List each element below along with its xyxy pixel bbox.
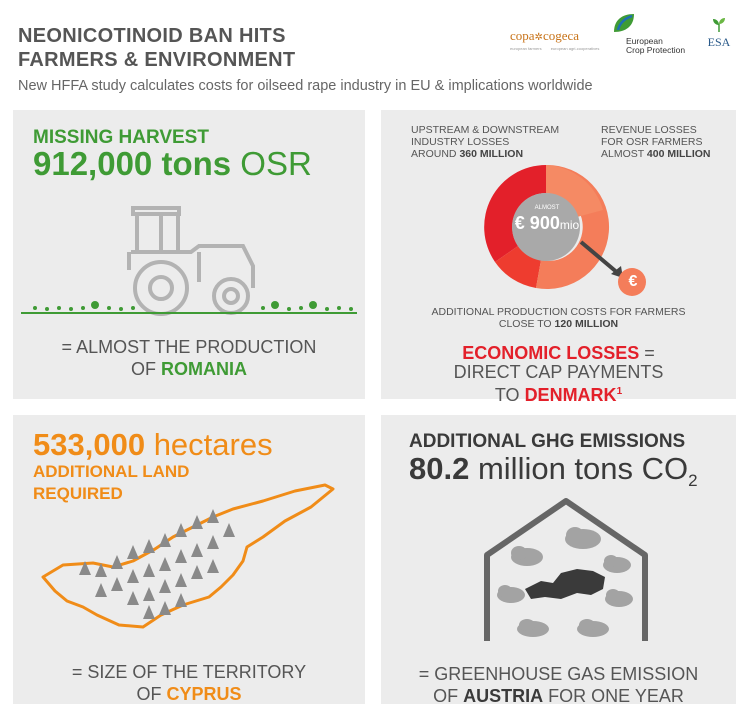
econ-footnote: 1: [616, 386, 623, 397]
panel-missing-harvest: [13, 110, 365, 399]
econ-line-2: DIRECT CAP PAYMENTS: [453, 362, 664, 382]
revenue-line-1: REVENUE LOSSES: [601, 124, 697, 136]
donut-value: € 900: [514, 213, 560, 233]
esa-sprout-icon: [711, 18, 727, 32]
ecpa-line-1: European: [626, 36, 663, 46]
upstream-losses: [411, 124, 559, 160]
panel-additional-land: [13, 415, 365, 704]
land-caption-country: CYPRUS: [166, 684, 242, 704]
revenue-line-2: FOR OSR FARMERS: [601, 136, 703, 148]
ecpa-logo: [612, 12, 685, 55]
land-heading-line-1: ADDITIONAL LAND: [33, 462, 190, 481]
econ-country: DENMARK: [524, 385, 617, 405]
euro-symbol-icon: €: [628, 273, 638, 290]
tractor-icon: [13, 200, 365, 320]
land-caption-line-1: = SIZE OF THE TERRITORY: [71, 662, 307, 682]
ghg-caption: [381, 663, 736, 707]
econ-prefix: TO: [494, 385, 520, 405]
harvest-caption-country: ROMANIA: [161, 359, 247, 379]
donut-value-line: [509, 213, 585, 234]
production-amount: 120 MILLION: [554, 318, 619, 330]
land-caption-of: OF: [136, 684, 162, 704]
copa-text: copa: [510, 28, 535, 43]
cogeca-text: cogeca: [542, 28, 580, 43]
ghg-caption-suffix: FOR ONE YEAR: [548, 686, 684, 706]
copa-star-icon: ✲: [534, 32, 543, 43]
cogeca-sub: european agri-cooperatives: [550, 46, 600, 51]
ghg-value: 80.2: [409, 451, 470, 486]
harvest-caption: [13, 336, 365, 380]
land-heading-line-2: REQUIRED: [33, 484, 123, 503]
econ-eq: =: [644, 343, 655, 363]
esa-text: ESA: [707, 35, 731, 49]
greenhouse-icon: [481, 495, 651, 647]
ghg-caption-line-1: = GREENHOUSE GAS EMISSION: [418, 664, 699, 684]
land-caption: [13, 661, 365, 705]
revenue-amount: 400 MILLION: [646, 148, 711, 160]
production-costs: [381, 306, 736, 330]
panel-economic-losses: [381, 110, 736, 405]
ghg-unit: million tons CO: [477, 451, 689, 486]
revenue-prefix: ALMOST: [601, 148, 644, 160]
upstream-prefix: AROUND: [411, 148, 457, 160]
production-line-1: ADDITIONAL PRODUCTION COSTS FOR FARMERS: [431, 306, 686, 318]
ghg-value-line: [409, 451, 698, 491]
harvest-value-line: [33, 145, 312, 183]
upstream-line-2: INDUSTRY LOSSES: [411, 136, 510, 148]
ghg-heading: ADDITIONAL GHG EMISSIONS: [409, 431, 686, 452]
austria-map-icon: [525, 569, 605, 599]
title-line-1: NEONICOTINOID BAN HITS: [18, 25, 286, 47]
economic-caption: [381, 344, 736, 405]
land-unit: hectares: [153, 427, 273, 462]
revenue-losses: [601, 124, 711, 160]
upstream-amount: 360 MILLION: [459, 148, 524, 160]
ghg-caption-of: OF: [433, 686, 459, 706]
upstream-line-1: UPSTREAM & DOWNSTREAM: [411, 124, 560, 136]
production-prefix: CLOSE TO: [498, 318, 552, 330]
copa-sub: european farmers: [510, 46, 542, 51]
esa-logo: [706, 18, 732, 50]
page-title: [18, 24, 295, 72]
donut-unit: mio: [559, 218, 580, 232]
ghg-unit-sub: 2: [688, 471, 698, 491]
donut-small-label: ALMOST: [534, 205, 560, 211]
ghg-caption-country: AUSTRIA: [463, 686, 544, 706]
land-value-line: [33, 427, 273, 463]
panel-ghg-emissions: [381, 415, 736, 704]
harvest-heading: MISSING HARVEST: [33, 127, 209, 148]
copa-cogeca-logo: [510, 27, 599, 51]
ecpa-line-2: Crop Protection: [626, 45, 686, 55]
harvest-caption-line-1: = ALMOST THE PRODUCTION: [61, 337, 317, 357]
ecpa-leaf-icon: [612, 12, 636, 34]
land-value: 533,000: [33, 427, 146, 462]
harvest-unit: OSR: [240, 145, 312, 182]
harvest-caption-of: OF: [130, 359, 156, 379]
harvest-value: 912,000 tons: [33, 145, 232, 182]
title-line-2: FARMERS & ENVIRONMENT: [18, 49, 296, 71]
page-subtitle: New HFFA study calculates costs for oilseed rape industry in EU & implications worldwide: [18, 78, 593, 94]
cyprus-map-icon: [33, 477, 343, 647]
econ-red: ECONOMIC LOSSES: [462, 343, 640, 363]
